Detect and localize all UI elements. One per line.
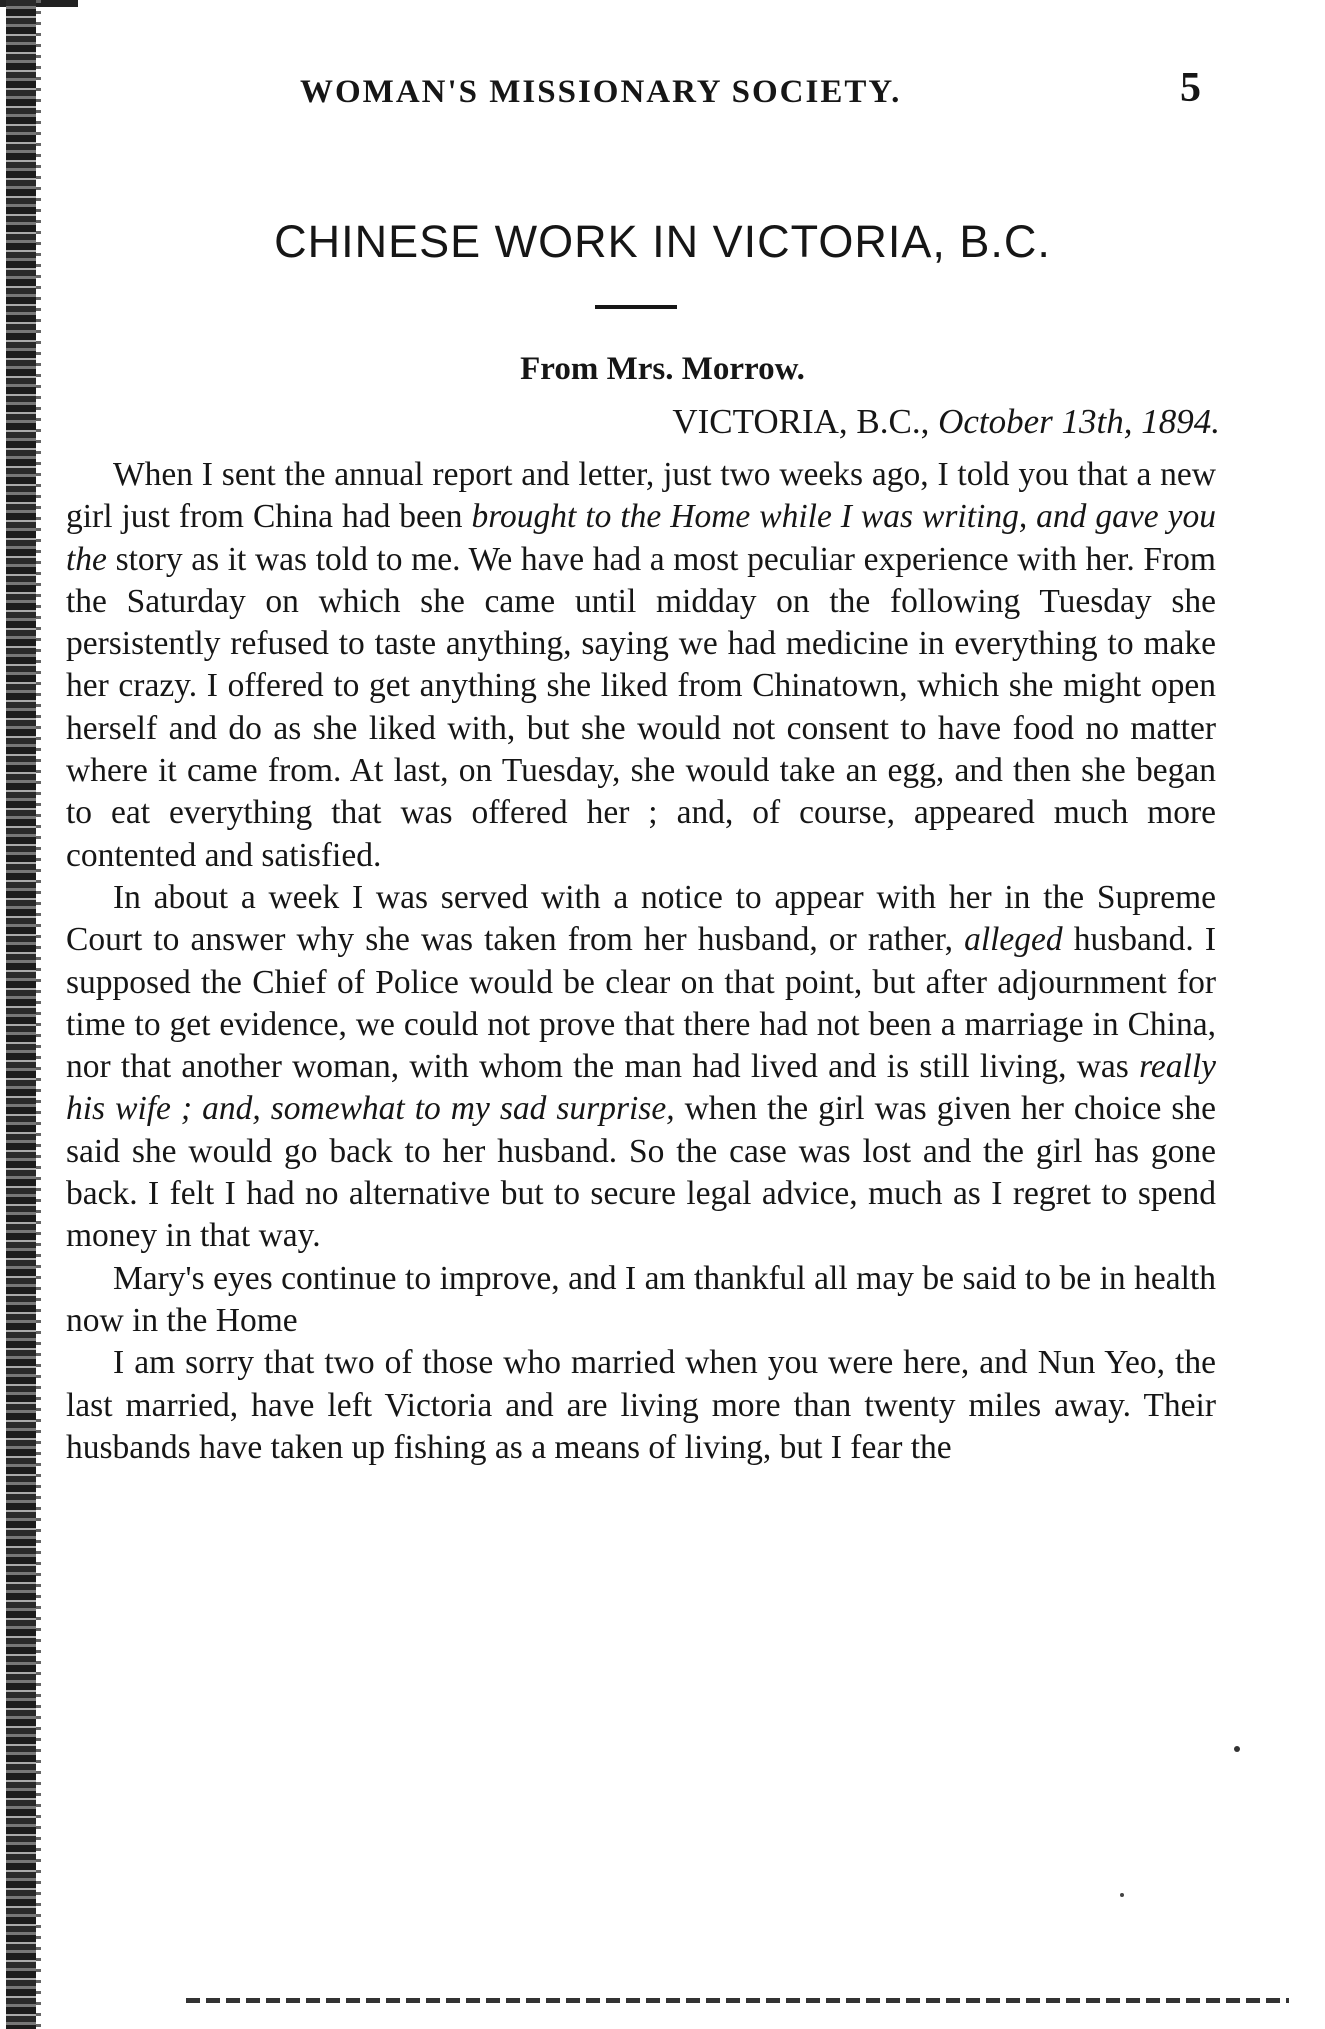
paragraph-2-text-e: when the girl was given her choice she said she would go back to her husband. So the case was lost and the girl has gone back. I felt I had no alternative but to secure legal advice, much as I regret to spend money in that way.: [66, 1090, 1216, 1255]
paragraph-4: [66, 1342, 1216, 1469]
paragraph-1-text-c: story as it was told to me. We have had a most peculiar experience with her. From the Saturday on which she came until midday on the following Tuesday she persistently refused to taste anything, saying we had medicine in everything to make her crazy. I offered to get anything she liked from Chinatown, which she might open herself and do as she liked with, but she would not consent to have food no matter where it came from. At last, on Tuesday, she would take an egg, and then she began to eat everything that was offered her ; and, of course, appeared much more contented and satisfied.: [66, 540, 1216, 874]
paragraph-1: [66, 454, 1216, 877]
paragraph-2-italic-text: really his wife ; and, somewhat to my sad surprise,: [66, 1048, 1216, 1128]
stray-dot: [1120, 1893, 1124, 1897]
binding-gutter: [6, 0, 36, 2029]
title-divider: [595, 305, 677, 309]
dateline-place: VICTORIA, B.C.,: [672, 402, 930, 441]
margin-dot: [1234, 1746, 1240, 1752]
article-body: [66, 454, 1216, 1469]
bottom-rule: [186, 1998, 1289, 2003]
dateline: [600, 402, 1220, 442]
paragraph-1-text-a: When I sent the annual report and letter, just two weeks ago, I told you that a new girl just from China had been: [66, 456, 1216, 536]
running-header: WOMAN'S MISSIONARY SOCIETY.: [300, 74, 902, 110]
article-title: CHINESE WORK IN VICTORIA, B.C.: [274, 216, 1051, 267]
paragraph-3-text: Mary's eyes continue to improve, and I am thankful all may be said to be in health now in the Home: [66, 1259, 1216, 1339]
paragraph-2-text-c: husband. I supposed the Chief of Police would be clear on that point, but after adjournment for time to get evidence, we could not prove that there had not been a marriage in China, nor that another woman, with whom the man had lived and is still living, was: [66, 921, 1217, 1086]
paragraph-4-text: I am sorry that two of those who married when you were here, and Nun Yeo, the last married, have left Victoria and are living more than twenty miles away. Their husbands have taken up fishing as a means of living, but I fear the: [66, 1344, 1216, 1466]
paragraph-3: [66, 1258, 1216, 1343]
paragraph-2-text-a: In about a week I was served with a notice to appear with her in the Supreme Court to answer why she was taken from her husband, or rather,: [66, 878, 1216, 959]
page-number: 5: [1180, 65, 1201, 111]
paragraph-2: [66, 877, 1216, 1258]
paragraph-1-italic-text: brought to the Home while I was writing, and gave you the: [66, 498, 1216, 578]
binding-gutter-edge: [36, 0, 41, 2029]
dateline-date: October 13th, 1894.: [938, 402, 1220, 441]
article-byline: From Mrs. Morrow.: [520, 351, 805, 387]
paragraph-2-italic-alleged: alleged: [964, 921, 1063, 959]
